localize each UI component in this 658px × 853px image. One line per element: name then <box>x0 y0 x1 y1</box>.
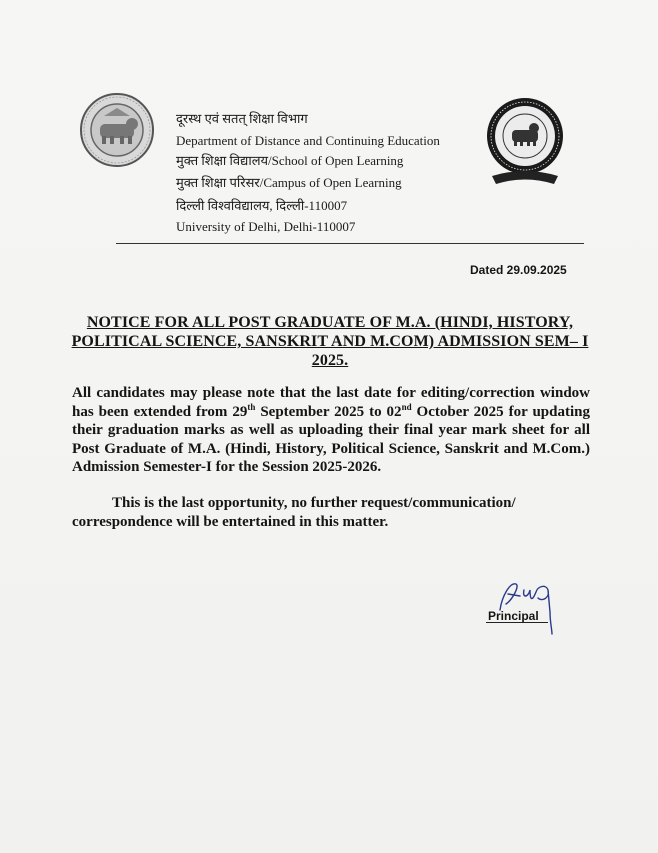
header-university: University of Delhi, Delhi-110007 <box>176 219 356 234</box>
notice-title: NOTICE FOR ALL POST GRADUATE OF M.A. (HINDI, HISTORY, POLITICAL SCIENCE, SANSKRIT AND M.COM) ADMISSION SEM– I 2025. <box>71 314 589 369</box>
signature-underline <box>486 622 548 623</box>
university-seal-icon <box>74 90 160 170</box>
superscript-nd: nd <box>401 401 412 412</box>
superscript-th: th <box>247 401 256 412</box>
paragraph-text-3: October 2025 for updating their graduation marks as well as uploading their final year mark sheet for all Post Graduate of M.A. (Hindi, History, Political Science, Sanskrit and M.Com.) Admission Semester-I for the Session 2025-2026. <box>72 403 591 475</box>
institution-header <box>176 108 476 236</box>
notice-closing-paragraph <box>72 494 590 532</box>
header-divider <box>116 243 584 244</box>
paragraph-text-1: All candidates may please note that the last date for editing/correction window has been extended from 29 <box>72 385 590 420</box>
header-department: Department of Distance and Continuing Education <box>176 132 440 148</box>
notice-body-paragraph <box>72 384 590 477</box>
header-hindi-department: दूरस्थ एवं सतत् शिक्षा विभाग <box>176 111 308 126</box>
notice-date: Dated 29.09.2025 <box>470 263 567 277</box>
school-seal-icon <box>482 96 568 188</box>
paragraph-text-2: September 2025 to 02 <box>255 403 402 420</box>
header-campus: मुक्त शिक्षा परिसर/Campus of Open Learning <box>176 175 402 190</box>
header-hindi-university: दिल्ली विश्वविद्यालय, दिल्ली-110007 <box>176 197 348 213</box>
header-school: मुक्त शिक्षा विद्यालय/School of Open Learning <box>176 152 404 168</box>
closing-text: This is the last opportunity, no further request/communication/ correspondence will be entertained in this matter. <box>72 495 516 530</box>
signatory-title: Principal <box>488 609 539 623</box>
signature-mark <box>486 576 566 636</box>
